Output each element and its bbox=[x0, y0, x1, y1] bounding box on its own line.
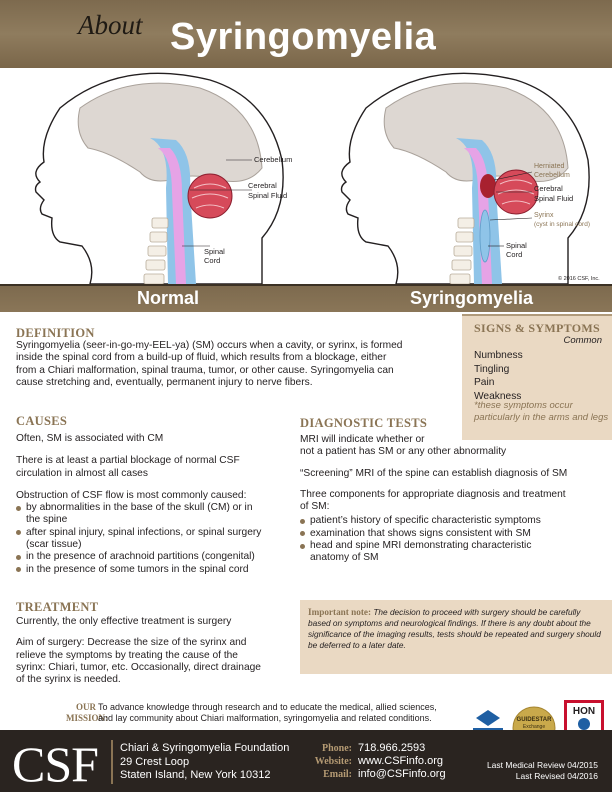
mission-label: OUR MISSION: bbox=[66, 702, 109, 723]
org-address-1: 29 Crest Loop bbox=[120, 755, 190, 768]
email-link[interactable]: info@CSFinfo.org bbox=[358, 768, 446, 780]
csf-logo: CSF bbox=[12, 736, 98, 792]
signs-note: *these symptoms occur particularly in the arms and legs bbox=[474, 400, 609, 423]
label-syrinx-1: Syrinx bbox=[534, 212, 554, 219]
website-link[interactable]: www.CSFinfo.org bbox=[358, 755, 443, 767]
mission-text: To advance knowledge through research and to educate the medical, allied sciences, and lay community about Chiari malformation, syringomyelia and related conditions. bbox=[98, 702, 437, 723]
label-cord-right-2: Cord bbox=[506, 250, 523, 259]
signs-list bbox=[474, 349, 523, 403]
label-herniated-1: Herniated bbox=[534, 163, 565, 170]
list-item: in the presence of some tumors in the spinal cord bbox=[16, 564, 296, 576]
label-csf-right-2: Spinal Fluid bbox=[534, 194, 574, 203]
important-note-text: The decision to proceed with surgery should be carefully based on symptoms and neurological findings. If there is any doubt about the significance of the imaging results, tests should be repeated and surgery should be deferred to a later date. bbox=[308, 607, 601, 650]
list-item: head and spine MRI demonstrating characteristic anatomy of SM bbox=[300, 540, 600, 565]
anatomy-illustrations bbox=[0, 68, 612, 284]
definition-text: Syringomyelia (seer-in-go-my-EEL-ya) (SM) occurs when a cavity, or syrinx, is formed inside the spinal cord from a build-up of fluid, which results from a blockage, either from a Chiari malformation, spinal trauma, tumor, or other cause. Syringomyelia can cause stretching and, eventually, permanent injury to nerve fibers. bbox=[16, 340, 403, 388]
phone-number[interactable]: 718.966.2593 bbox=[358, 742, 426, 754]
diagnostic-heading: DIAGNOSTIC TESTS bbox=[300, 416, 428, 430]
phone-label: Phone: bbox=[322, 743, 352, 754]
important-note-heading: Important note: bbox=[308, 607, 372, 617]
page-header bbox=[0, 0, 612, 68]
guidestar-sub: Exchange bbox=[522, 724, 546, 730]
list-item: in the presence of arachnoid partitions (congenital) bbox=[16, 551, 296, 563]
list-item: after spinal injury, spinal infections, or spinal surgery (scar tissue) bbox=[16, 527, 296, 552]
org-name: Chiari & Syringomyelia Foundation bbox=[120, 742, 290, 754]
last-revised: Last Revised 04/2016 bbox=[515, 771, 598, 781]
important-note-box bbox=[300, 600, 612, 674]
label-cerebellum-left: Cerebellum bbox=[254, 155, 293, 164]
treatment-text: Currently, the only effective treatment is surgery Aim of surgery: Decrease the size of the syrinx and relieve the symptoms by treating the cause of the syrinx: Chiari, tumor, etc. Occasionally, direct drainage of the syrinx is needed. bbox=[16, 616, 261, 686]
label-cord-right-1: Spinal bbox=[506, 241, 527, 250]
label-syrinx-2: (cyst in spinal cord) bbox=[534, 221, 590, 228]
panel-label-normal: Normal bbox=[137, 288, 200, 308]
org-address-2: Staten Island, New York 10312 bbox=[120, 769, 271, 781]
signs-common: Common bbox=[563, 335, 602, 346]
signs-heading: SIGNS & SYMPTOMS bbox=[474, 321, 600, 335]
copyright: © 2016 CSF, Inc. bbox=[558, 276, 600, 282]
guidestar-text: GUIDESTAR bbox=[516, 717, 552, 723]
sign-item: Numbness bbox=[474, 350, 523, 361]
hon-text: HON bbox=[572, 706, 596, 717]
causes-list bbox=[16, 502, 296, 576]
diagnostic-list bbox=[300, 515, 600, 564]
website-label: Website: bbox=[314, 756, 352, 767]
definition-heading: DEFINITION bbox=[16, 326, 95, 340]
sign-item: Pain bbox=[474, 377, 495, 388]
diagnostic-text: MRI will indicate whether or not a patient has SM or any other abnormality “Screening” MRI of the spine can establish diagnosis of SM Three components for appropriate diagnosis and treatment of SM: patient’s history of specific characteristic symptoms examination that shows signs consistent with SM head and spine MRI demonstrating characteristic anatomy of SM bbox=[300, 434, 600, 565]
label-cord-left-2: Cord bbox=[204, 256, 221, 265]
causes-heading: CAUSES bbox=[16, 414, 68, 428]
sign-item: Tingling bbox=[474, 363, 510, 375]
review-dates bbox=[487, 760, 598, 782]
label-herniated-2: Cerebellum bbox=[534, 172, 570, 179]
organization-block bbox=[120, 742, 289, 783]
treatment-heading: TREATMENT bbox=[16, 600, 99, 614]
list-item: by abnormalities in the base of the skull (CM) or in the spine bbox=[16, 502, 296, 527]
email-label: Email: bbox=[323, 769, 352, 780]
panel-label-syringomyelia: Syringomyelia bbox=[410, 288, 534, 308]
list-item: examination that shows signs consistent with SM bbox=[300, 528, 600, 540]
panel-label-bar bbox=[0, 284, 612, 312]
last-medical-review: Last Medical Review 04/2015 bbox=[486, 760, 598, 770]
signs-symptoms-box bbox=[462, 314, 612, 440]
contact-block bbox=[300, 742, 446, 781]
label-cord-left-1: Spinal bbox=[204, 247, 225, 256]
logo-divider bbox=[111, 740, 113, 784]
label-csf-left-2: Spinal Fluid bbox=[248, 191, 288, 200]
page-footer bbox=[0, 730, 612, 792]
page-title: Syringomyelia bbox=[170, 16, 437, 58]
label-csf-left-1: Cerebral bbox=[248, 181, 277, 190]
sign-item: Weakness bbox=[474, 390, 522, 402]
causes-text: Often, SM is associated with CM There is at least a partial blockage of normal CSF circulation in almost all cases Obstruction of CSF flow is most commonly caused: by abnormalities in the base of the skull (CM) or in the spine after spinal injury, spinal infections, or spinal surgery (scar tissue) in the presence of arachnoid partitions (congenital) in the presence of some tumors in the spinal cord bbox=[16, 433, 296, 576]
normal-anatomy-illustration bbox=[0, 68, 306, 284]
label-csf-right-1: Cerebral bbox=[534, 184, 563, 193]
list-item: patient’s history of specific characteristic symptoms bbox=[300, 515, 600, 527]
syringomyelia-anatomy-illustration bbox=[306, 68, 612, 284]
header-about: About bbox=[78, 10, 143, 40]
